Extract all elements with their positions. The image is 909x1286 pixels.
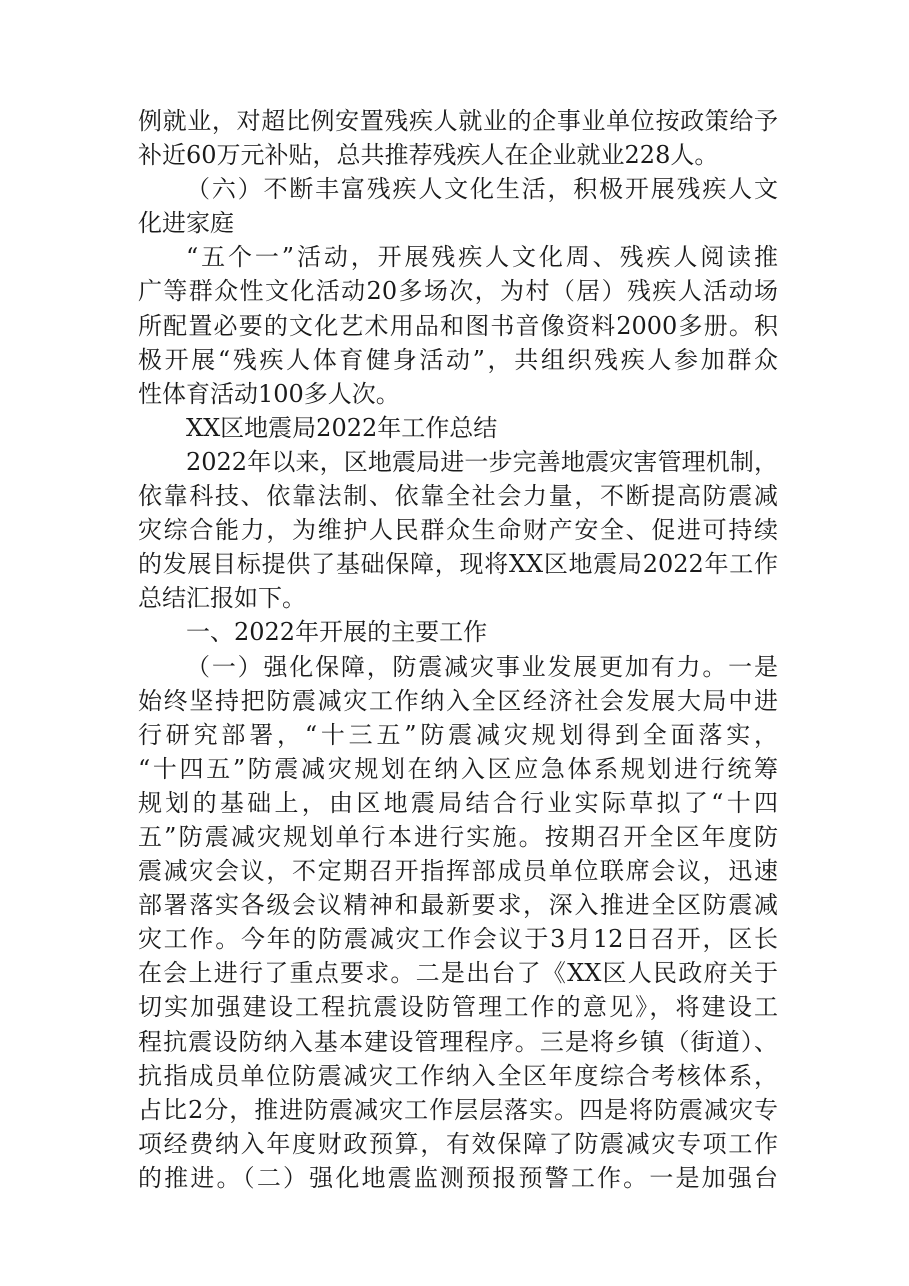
document-page bbox=[138, 104, 778, 1195]
text-line: 性体育活动100多人次。 bbox=[138, 379, 400, 408]
text-line: 始终坚持把防震减灾工作纳入全区经济社会发展大局中进 bbox=[138, 686, 778, 715]
paragraph-first-line: （一）强化保障，防震减灾事业发展更加有力。一是 bbox=[186, 652, 778, 681]
text-line: 在会上进行了重点要求。二是出台了《XX区人民政府关于 bbox=[138, 959, 778, 988]
text-line: 的推进。（二）强化地震监测预报预警工作。一是加强台 bbox=[138, 1163, 778, 1192]
text-line: 广等群众性文化活动20多场次，为村（居）残疾人活动场 bbox=[138, 277, 778, 306]
text-line: 极开展“残疾人体育健身活动”，共组织残疾人参加群众 bbox=[138, 345, 778, 374]
text-line: 依靠科技、依靠法制、依靠全社会力量，不断提高防震减 bbox=[138, 482, 778, 511]
text-line: “十四五”防震减灾规划在纳入区应急体系规划进行统筹 bbox=[138, 754, 778, 783]
text-line: 行研究部署，“十三五”防震减灾规划得到全面落实， bbox=[138, 720, 778, 749]
paragraph-first-line: XX区地震局2022年工作总结 bbox=[186, 413, 498, 442]
text-line: 抗指成员单位防震减灾工作纳入全区年度综合考核体系， bbox=[138, 1061, 778, 1090]
text-line: 的发展目标提供了基础保障，现将XX区地震局2022年工作 bbox=[138, 550, 778, 579]
text-line: 五”防震减灾规划单行本进行实施。按期召开全区年度防 bbox=[138, 822, 778, 851]
text-line: 所配置必要的文化艺术用品和图书音像资料2000多册。积 bbox=[138, 311, 778, 340]
text-line: 项经费纳入年度财政预算，有效保障了防震减灾专项工作 bbox=[138, 1129, 778, 1158]
text-line: 震减灾会议，不定期召开指挥部成员单位联席会议，迅速 bbox=[138, 857, 778, 886]
text-line: 规划的基础上，由区地震局结合行业实际草拟了“十四 bbox=[138, 788, 778, 817]
paragraph-first-line: 一、2022年开展的主要工作 bbox=[186, 618, 488, 647]
text-line: 化进家庭 bbox=[138, 209, 234, 238]
text-line: 例就业，对超比例安置残疾人就业的企事业单位按政策给予 bbox=[138, 107, 778, 135]
text-line: 切实加强建设工程抗震设防管理工作的意见》，将建设工 bbox=[138, 993, 778, 1022]
text-line: 总结汇报如下。 bbox=[138, 584, 306, 613]
text-line: 部署落实各级会议精神和最新要求，深入推进全区防震减 bbox=[138, 891, 778, 920]
text-line: 灾综合能力，为维护人民群众生命财产安全、促进可持续 bbox=[138, 516, 778, 545]
text-line: 灾工作。今年的防震减灾工作会议于3月12日召开，区长 bbox=[138, 925, 778, 954]
text-line: 补近60万元补贴，总共推荐残疾人在企业就业228人。 bbox=[138, 141, 719, 170]
paragraph-first-line: （六）不断丰富残疾人文化生活，积极开展残疾人文 bbox=[186, 175, 778, 204]
paragraph-first-line: 2022年以来，区地震局进一步完善地震灾害管理机制， bbox=[186, 447, 778, 476]
text-line: 程抗震设防纳入基本建设管理程序。三是将乡镇（街道）、 bbox=[138, 1027, 778, 1056]
text-line: 占比2分，推进防震减灾工作层层落实。四是将防震减灾专 bbox=[138, 1095, 778, 1124]
paragraph-first-line: “五个一”活动，开展残疾人文化周、残疾人阅读推 bbox=[186, 243, 778, 272]
